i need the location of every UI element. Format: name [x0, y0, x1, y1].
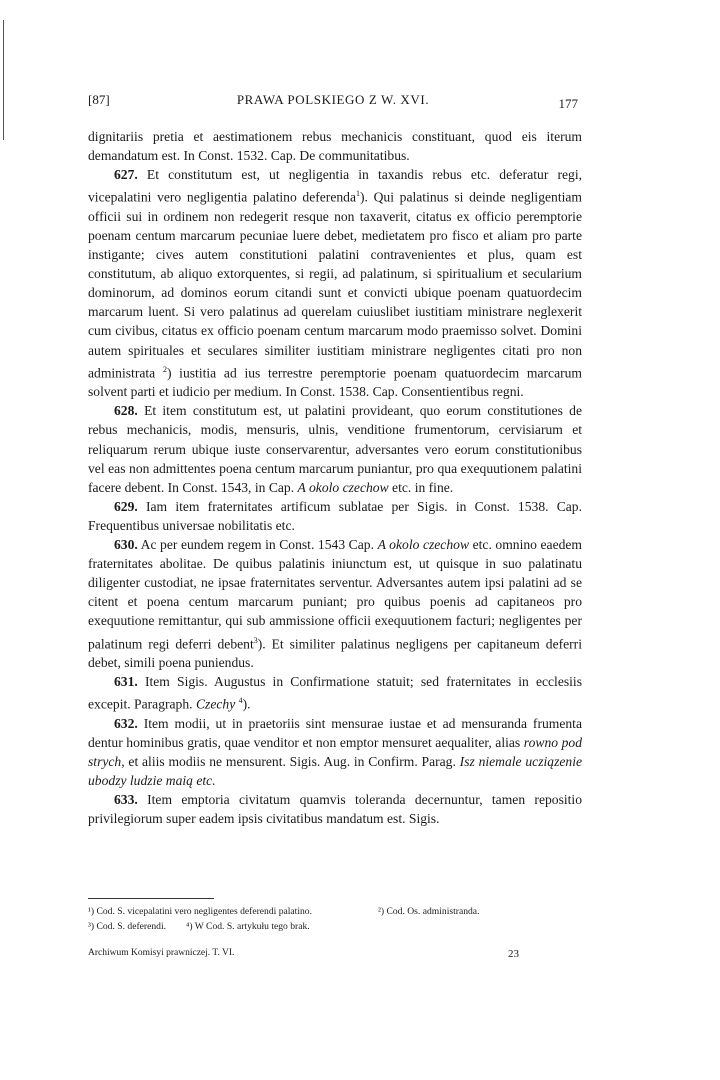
- section-text: Item modii, ut in praetoriis sint mensurae iustae et ad mensuranda frumenta dentur hominibus gratis, quae venditor et non emptor mensuret aequaliter, alias: [88, 715, 582, 751]
- section-text: Item emptoria civitatum quamvis toleranda decernuntur, tamen repositio privilegiorum super eadem ipsis civitatibus mandatum est. Sigis.: [88, 792, 582, 827]
- section-text: Iam item fraternitates artificum sublatae per Sigis. in Const. 1538. Cap. Frequentibus universae nobilitatis etc.: [88, 498, 582, 533]
- section-italic: Czechy: [195, 696, 236, 712]
- section-text: ). Qui palatinus si deinde negligentiam officii sui in ordinem non redegerit resque non taxaverit, citatus ex officio peremptorie poenam centum marcarum pecuniae luere debet, medietatem pro fisco et aliam pro parte instigante; cives autem constitutioni palatini contravenientes et plus, quam est constitutum, ab aliquo extorquentes, si regii, ad palatinum, si spiritualium et secularium dominorum, ad dominos eorum citandi sunt et convicti ubique poenam quatuordecim marcarum luent. Si vero palatinus ad querelam cuiuslibet iustitiam ministrare neglexerit cum civibus, citatus ex officio poenam centum marcarum modo praemisso solvet. Domini autem spirituales et seculares similiter iustitiam ministrare negligentes citati pro non administrata: [88, 189, 582, 381]
- section-text: etc. omnino eaedem fraternitates abolitae. De quibus palatinis iniunctum est, ut quisque in suo palatinatu diligenter custodiat, ne ipsae fraternitates serventur. Adversantes autem ipsi palatini ad se citent et poena centum marcarum puniant; pro quibus poenis ad capitaneos pro exequutione remittantur, qui sub ammissione officii exequutionem facturi; negligentes per palatinum regi deferri debent: [88, 537, 583, 652]
- section-627: [88, 165, 582, 401]
- header-page-number: 177: [558, 96, 578, 111]
- section-628: [88, 401, 582, 496]
- footnote-4: ⁴) W Cod. S. artykułu tego brak.: [186, 921, 310, 932]
- footnote-ref: 3: [253, 635, 258, 645]
- section-number: 629.: [114, 498, 138, 514]
- footnote-rule: [88, 898, 214, 899]
- footnotes: [88, 904, 582, 934]
- section-italic: A okolo czechow: [377, 537, 470, 553]
- main-text: [88, 127, 582, 829]
- section-632: [88, 714, 582, 790]
- footnote-3: ³) Cod. S. deferendi.: [88, 921, 167, 932]
- section-number: 627.: [114, 167, 138, 183]
- section-633: [88, 790, 582, 828]
- section-number: 633.: [114, 792, 138, 808]
- footnote-1: ¹) Cod. S. vicepalatini vero negligentes deferendi palatino.: [88, 906, 312, 917]
- footnote-ref: 4: [238, 696, 243, 706]
- section-text: ) iustitia ad ius terrestre peremptorie poenam quatuordecim marcarum solvent parti et iudicio per medium. In Const. 1538. Cap. Consentientibus regni.: [88, 365, 582, 400]
- footnote-ref: 2: [162, 364, 167, 374]
- section-number: 632.: [114, 715, 138, 731]
- intro-paragraph: dignitariis pretia et aestimationem rebus mechanicis constituant, quod eis iterum demandatum est. In Const. 1532. Cap. De communitatibus.: [88, 129, 582, 164]
- section-631: [88, 672, 582, 714]
- footnote-row: [88, 919, 582, 934]
- section-italic: rowno pod strych,: [88, 735, 582, 770]
- footer-signature: 23: [508, 948, 519, 960]
- section-text: etc. in fine.: [392, 479, 454, 495]
- section-number: 631.: [114, 674, 138, 690]
- section-italic: A okolo czechow: [297, 479, 389, 495]
- header-running-title: PRAWA POLSKIEGO Z W. XVI.: [236, 92, 430, 107]
- section-text: Et item constitutum est, ut palatini provideant, quo eorum constitutiones de rebus mechanicis, modis, mensuris, ulnis, venditione frumentorum, cervisiarum et reliquarum rerum ubique iuste conservarentur, adversantes vero eorum constitutionibus vel eas non admittentes poena centum marcarum puniantur, pro qua exequutionem palatini facere debent. In Const. 1543, in Cap.: [88, 403, 582, 495]
- footnote-ref: 1: [356, 189, 360, 199]
- section-text: Et constitutum est, ut negligentia in taxandis rebus etc. deferatur regi, vicepalatini vero negligentia palatino deferenda: [88, 167, 582, 205]
- footnote-row: [88, 904, 582, 919]
- footer-series: Archiwum Komisyi prawniczej. T. VI.: [88, 948, 235, 958]
- section-text: Ac per eundem regem in Const. 1543 Cap.: [140, 537, 374, 553]
- running-header: [88, 92, 578, 112]
- section-text: Item Sigis. Augustus in Confirmatione statuit; sed fraternitates in ecclesiis excepit. Paragraph.: [88, 674, 582, 712]
- footnote-2: ²) Cod. Os. administranda.: [378, 906, 480, 917]
- section-text: et aliis modiis ne mensurent. Sigis. Aug. in Confirm. Parag.: [128, 754, 456, 770]
- section-number: 628.: [114, 403, 138, 419]
- binding-edge-mark: [3, 20, 4, 140]
- section-number: 630.: [114, 537, 138, 553]
- header-page-ref: [87]: [88, 92, 110, 107]
- section-630: [88, 535, 582, 672]
- section-text: ). Et similiter palatinus negligens per capitaneum deferri debet, simili poena puniendus.: [88, 636, 582, 671]
- section-text: ).: [242, 696, 251, 712]
- section-629: [88, 497, 582, 535]
- section-italic: Isz niemale ucziązenie ubodzy ludzie maią etc.: [88, 754, 583, 789]
